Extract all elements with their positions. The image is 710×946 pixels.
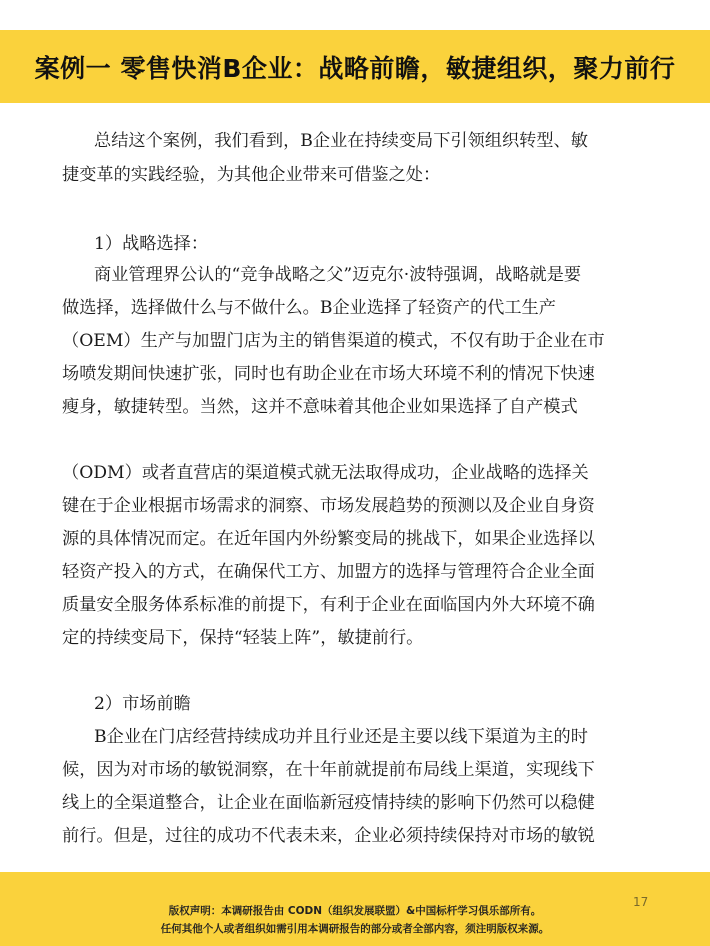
paragraph-line: 场喷发期间快速扩张，同时也有助企业在市场大环境不利的情况下快速	[62, 364, 595, 384]
page-number: 17	[633, 895, 649, 909]
paragraph-line: 前行。但是，过往的成功不代表未来，企业必须持续保持对市场的敏锐	[62, 826, 595, 846]
paragraph-line: 键在于企业根据市场需求的洞察、市场发展趋势的预测以及企业自身资	[62, 496, 595, 516]
paragraph-line: 做选择，选择做什么与不做什么。B企业选择了轻资产的代工生产	[62, 298, 556, 318]
section-heading-strategy: 1）战略选择：	[94, 234, 209, 254]
intro-line: 总结这个案例，我们看到，B企业在持续变局下引领组织转型、敏	[94, 131, 588, 151]
paragraph-line: （ODM）或者直营店的渠道模式就无法取得成功，企业战略的选择关	[62, 463, 589, 483]
paragraph-line: 轻资产投入的方式，在确保代工方、加盟方的选择与管理符合企业全面	[62, 562, 595, 582]
paragraph-line: 瘦身，敏捷转型。当然，这并不意味着其他企业如果选择了自产模式	[62, 397, 578, 417]
paragraph-line: 定的持续变局下，保持“轻装上阵”，敏捷前行。	[62, 628, 424, 648]
paragraph-line: 质量安全服务体系标准的前提下，有利于企业在面临国内外大环境不确	[62, 595, 595, 615]
paragraph-line: 源的具体情况而定。在近年国内外纷繁变局的挑战下，如果企业选择以	[62, 529, 595, 549]
paragraph-line: （OEM）生产与加盟门店为主的销售渠道的模式，不仅有助于企业在市	[62, 331, 605, 351]
copyright-notice: 任何其他个人或者组织如需引用本调研报告的部分或者全部内容，须注明版权来源。	[160, 923, 550, 935]
paragraph-line: 线上的全渠道整合，让企业在面临新冠疫情持续的影响下仍然可以稳健	[62, 793, 595, 813]
top-margin	[0, 0, 710, 30]
title-banner	[0, 30, 710, 103]
paragraph-line: B企业在门店经营持续成功并且行业还是主要以线下渠道为主的时	[94, 727, 588, 747]
paragraph-line: 商业管理界公认的“竞争战略之父”迈克尔·波特强调，战略就是要	[94, 265, 582, 285]
copyright-notice: 版权声明：本调研报告由 CODN（组织发展联盟）&中国标杆学习俱乐部所有。	[168, 905, 542, 917]
intro-line: 捷变革的实践经验，为其他企业带来可借鉴之处：	[62, 165, 441, 185]
paragraph-line: 候，因为对市场的敏锐洞察，在十年前就提前布局线上渠道，实现线下	[62, 760, 595, 780]
section-heading-market: 2）市场前瞻	[94, 694, 191, 714]
page-title: 案例一 零售快消B企业：战略前瞻，敏捷组织，聚力前行	[34, 53, 676, 83]
